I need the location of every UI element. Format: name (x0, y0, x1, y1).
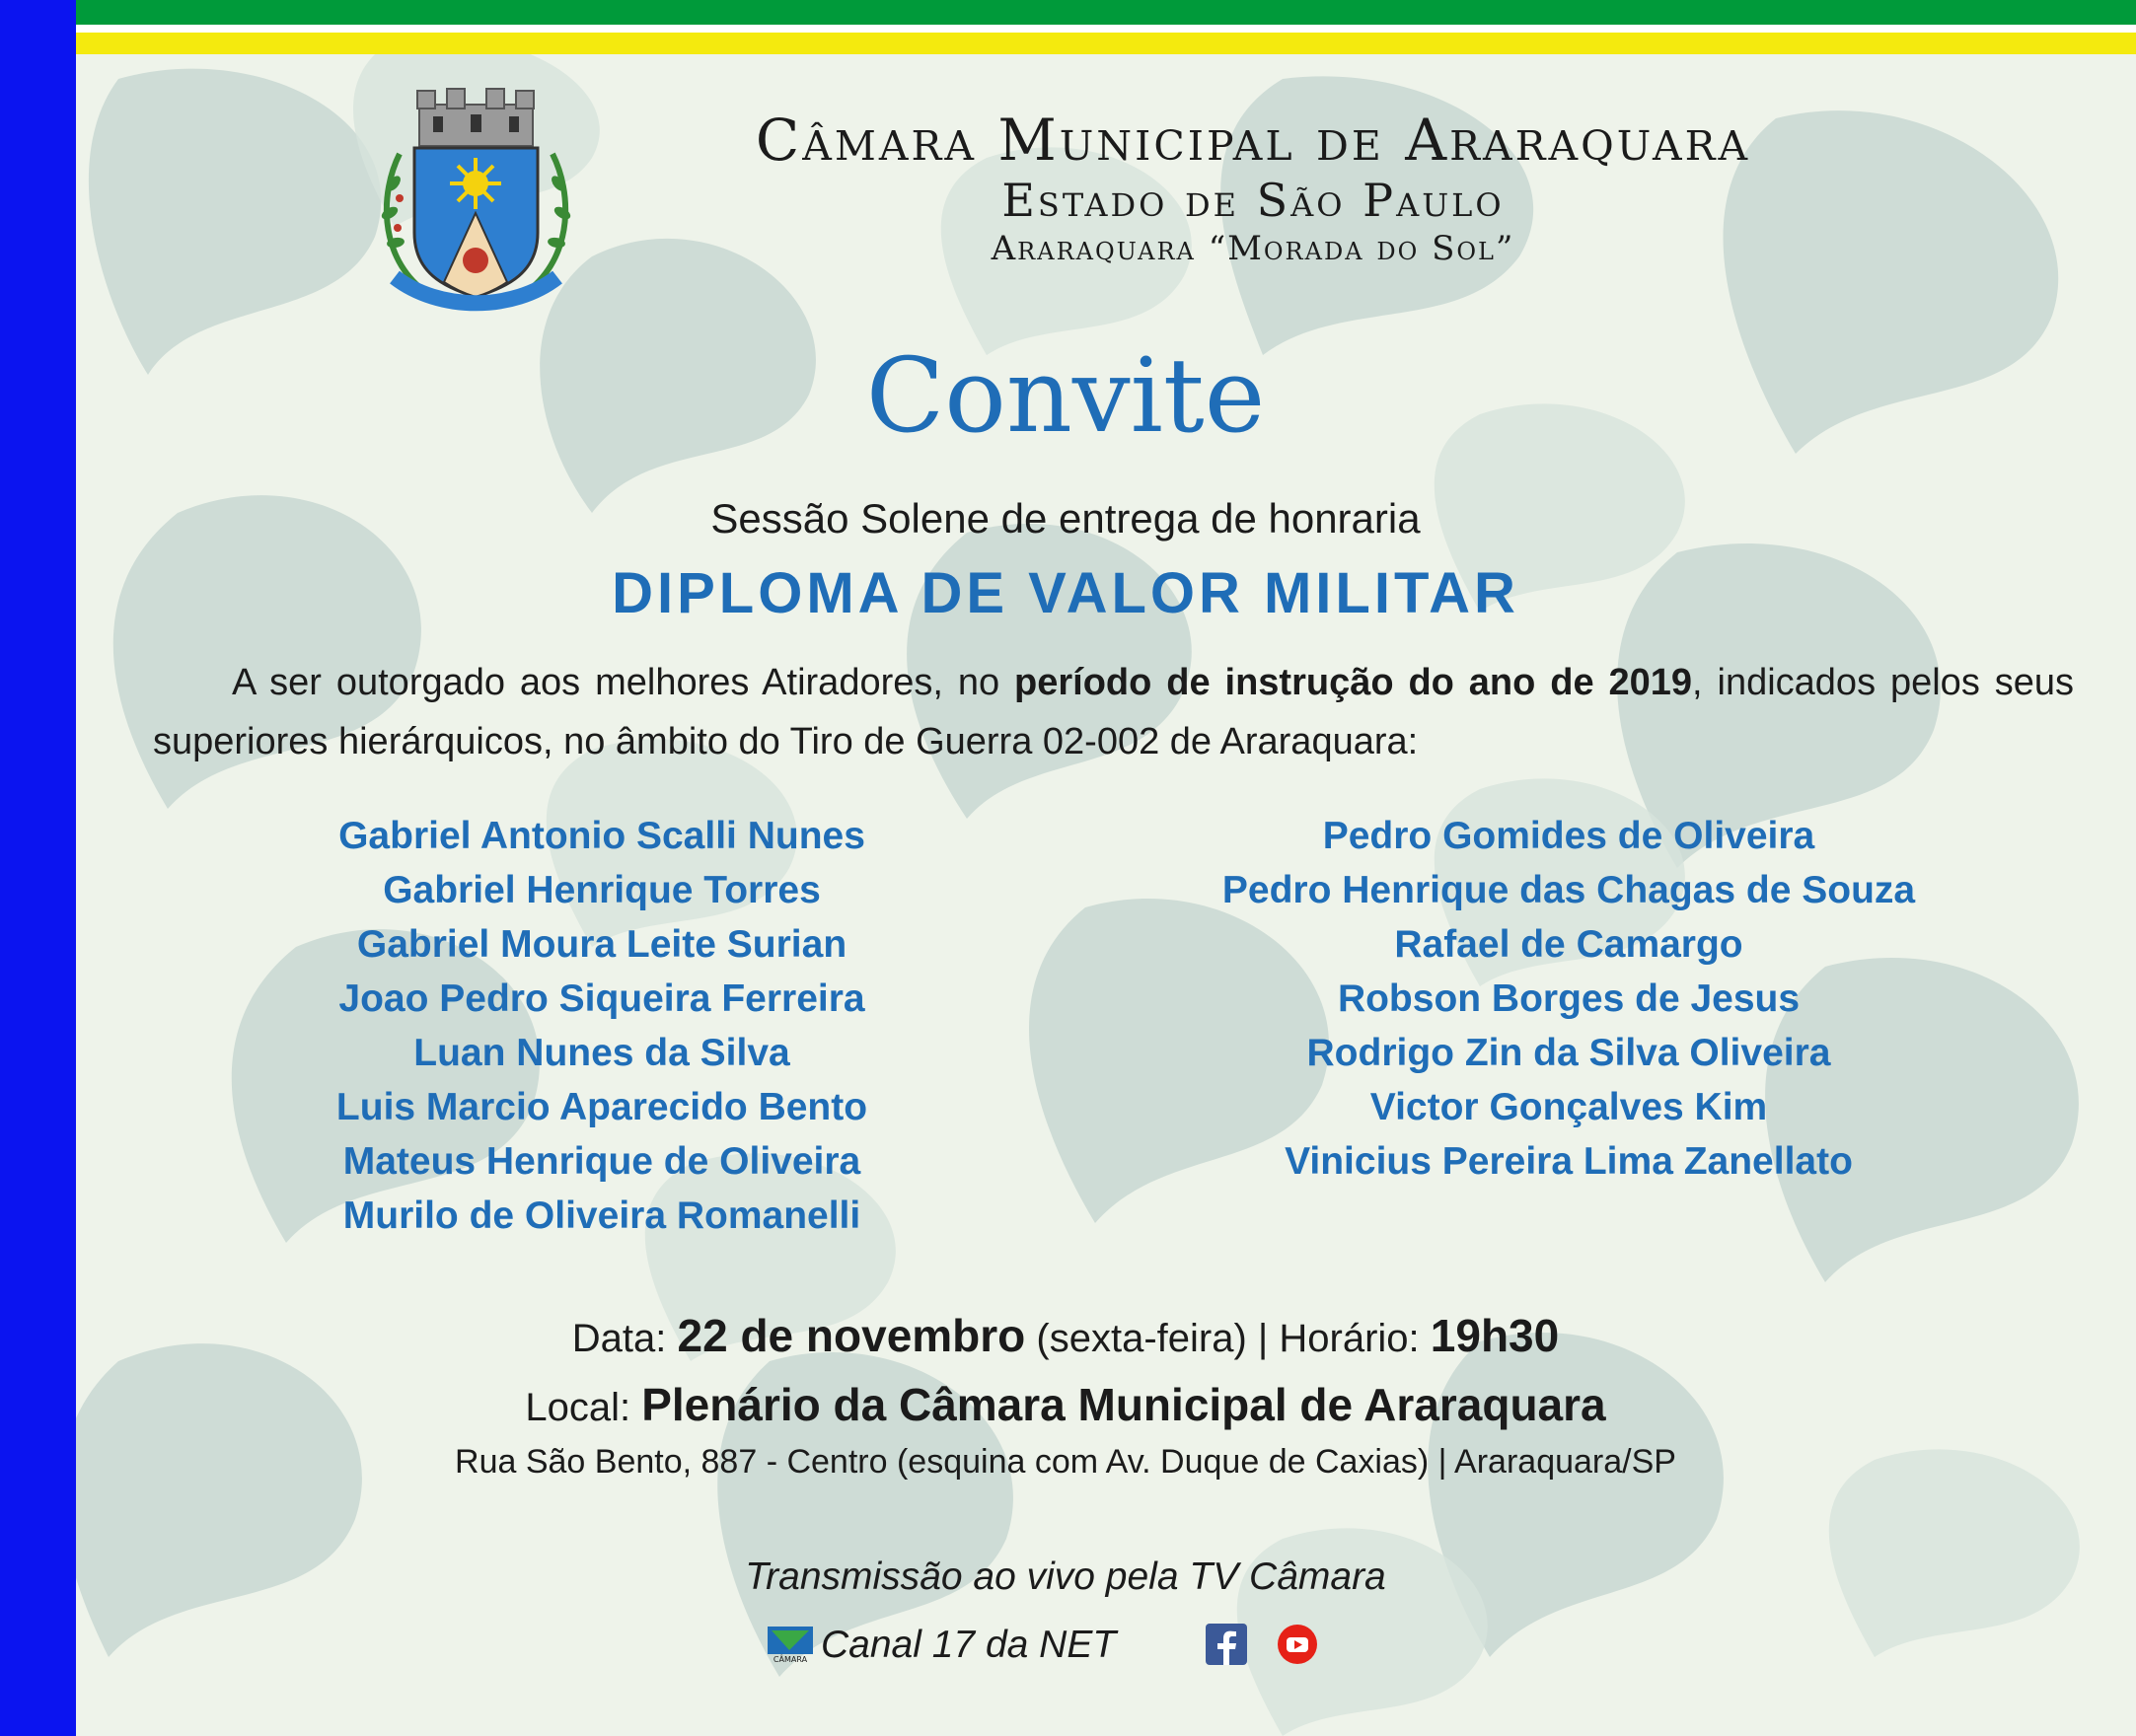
honoree-name: Luis Marcio Aparecido Bento (335, 1086, 868, 1128)
date-label: Data: (571, 1317, 678, 1360)
channel-line (768, 1618, 1116, 1673)
honoree-name: Luan Nunes da Silva (413, 1032, 790, 1074)
session-subtitle: Sessão Solene de entrega de honraria (710, 495, 1421, 542)
honoree-name: Gabriel Antonio Scalli Nunes (338, 815, 865, 857)
time-value: 19h30 (1430, 1310, 1560, 1361)
local-label: Local: (525, 1386, 642, 1429)
honoree-name: Murilo de Oliveira Romanelli (342, 1194, 861, 1237)
youtube-icon[interactable] (1277, 1624, 1318, 1665)
diploma-title: DIPLOMA DE VALOR MILITAR (612, 561, 1519, 625)
weekday-time-label: (sexta-feira) | Horário: (1025, 1317, 1431, 1360)
event-date-line (296, 1309, 1835, 1362)
honoree-name: Gabriel Moura Leite Surian (356, 923, 847, 966)
top-green-stripe (76, 0, 2136, 25)
city-motto: Araraquara “Morada do Sol” (991, 229, 1515, 268)
intro-text-end: , indicados pelos seus superiores hierárquicos, no âmbito do Tiro de Guerra 02-002 de Araraquara: (153, 662, 2074, 762)
intro-text-start: A ser outorgado aos melhores Atiradores, no (232, 662, 1015, 703)
top-white-stripe (76, 25, 2136, 33)
honoree-name: Pedro Gomides de Oliveira (1322, 815, 1815, 857)
invite-title: Convite (865, 335, 1266, 456)
date-value: 22 de novembro (677, 1310, 1026, 1361)
honoree-name: Mateus Henrique de Oliveira (342, 1140, 861, 1183)
tv-logo-text: CÂMARA (773, 1655, 808, 1664)
intro-text-bold: período de instrução do ano de 2019 (1014, 662, 1693, 703)
event-location-line (296, 1378, 1835, 1431)
facebook-icon[interactable] (1206, 1624, 1247, 1665)
broadcast-line: Transmissão ao vivo pela TV Câmara (745, 1555, 1386, 1598)
honoree-name: Rodrigo Zin da Silva Oliveira (1306, 1032, 1831, 1074)
state-name: Estado de São Paulo (1001, 174, 1505, 227)
left-blue-bar (0, 0, 76, 1736)
local-value: Plenário da Câmara Municipal de Araraquara (641, 1379, 1606, 1430)
honoree-name: Gabriel Henrique Torres (383, 869, 821, 911)
honorees-left-list (266, 809, 937, 1243)
tv-camara-logo-icon (768, 1627, 813, 1664)
top-yellow-stripe (76, 33, 2136, 54)
event-address: Rua São Bento, 887 - Centro (esquina com Av. Duque de Caxias) | Araraquara/SP (455, 1443, 1676, 1481)
council-name: Câmara Municipal de Araraquara (755, 107, 1751, 174)
honoree-name: Joao Pedro Siqueira Ferreira (338, 977, 865, 1020)
honoree-name: Robson Borges de Jesus (1337, 977, 1801, 1020)
channel-text: Canal 17 da NET (821, 1624, 1117, 1666)
honorees-right-list (1164, 809, 1973, 1189)
honoree-name: Rafael de Camargo (1394, 923, 1743, 966)
intro-paragraph (153, 653, 2074, 771)
honoree-name: Pedro Henrique das Chagas de Souza (1221, 869, 1916, 911)
honoree-name: Vinicius Pereira Lima Zanellato (1285, 1140, 1853, 1183)
honoree-name: Victor Gonçalves Kim (1369, 1086, 1768, 1128)
municipal-crest-icon (370, 85, 582, 312)
